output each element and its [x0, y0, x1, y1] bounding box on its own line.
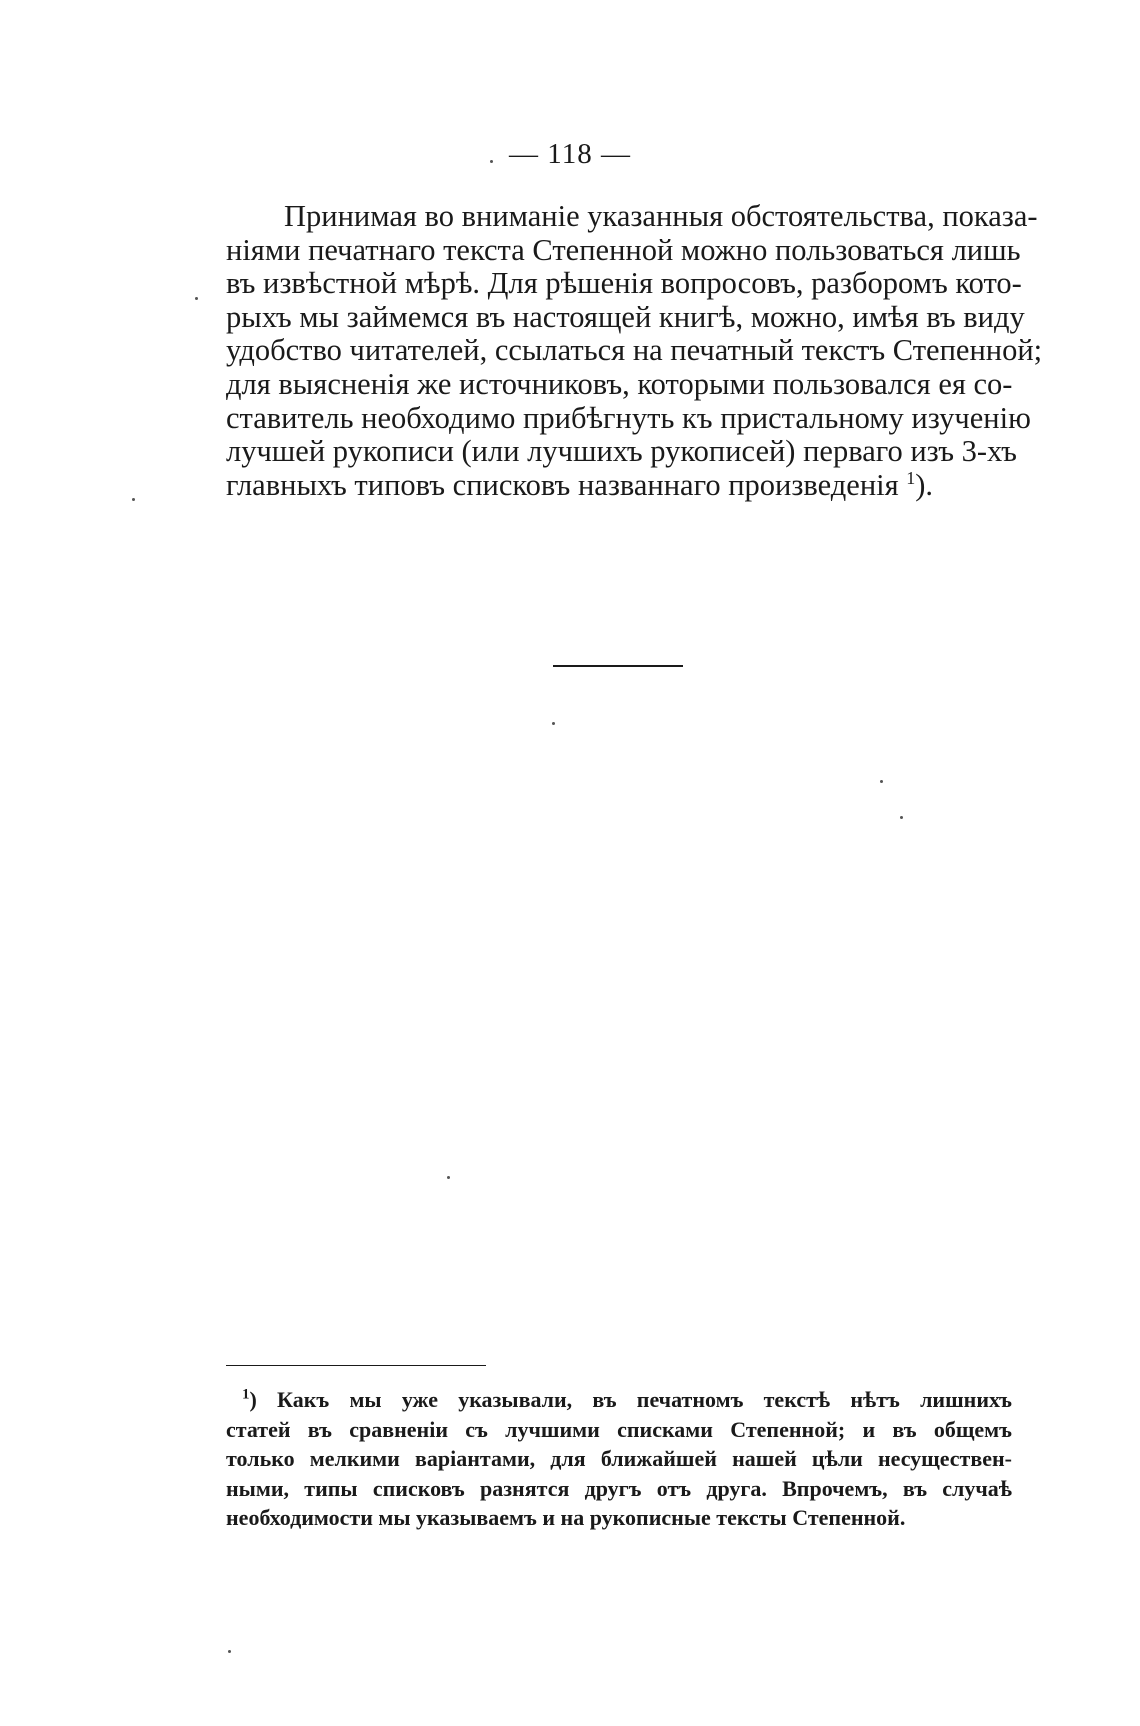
footnote-marker: 1: [242, 1386, 250, 1403]
footnote-line: только мелкими варіантами, для ближайшей нашей цѣли несуществен-: [226, 1446, 1012, 1471]
section-divider: [553, 665, 683, 667]
paragraph-line: лучшей рукописи (или лучшихъ рукописей) перваго изъ 3-хъ: [226, 434, 1017, 469]
footnote-line: ными, типы списковъ разнятся другъ отъ друга. Впрочемъ, въ случаѣ: [226, 1475, 1012, 1501]
scan-speck: [490, 160, 493, 163]
paragraph-closing: ).: [915, 467, 934, 502]
footnote-line: необходимости мы указываемъ и на рукописные тексты Степенной.: [226, 1505, 906, 1530]
footnote-line-text: ) Какъ мы уже указывали, въ печатномъ текстѣ нѣтъ лишнихъ: [249, 1387, 1012, 1412]
footnote: [226, 1385, 1012, 1533]
paragraph-line: ніями печатнаго текста Степенной можно пользоваться лишь: [226, 232, 1021, 267]
paragraph-line-text: главныхъ типовъ списковъ названнаго произведенія: [226, 467, 899, 502]
scan-speck: [228, 1650, 231, 1653]
main-paragraph: [226, 199, 1043, 502]
scan-speck: [132, 498, 135, 501]
footnote-divider: [226, 1365, 486, 1366]
paragraph-line: Принимая во вниманіе указанныя обстоятельства, показа-: [284, 199, 1038, 233]
paragraph-line: удобство читателей, ссылаться на печатный текстъ Степенной;: [226, 333, 1043, 368]
scan-speck: [447, 1176, 450, 1179]
scan-speck: [552, 722, 555, 725]
page-number: — 118 —: [509, 138, 631, 170]
scan-speck: [195, 297, 198, 300]
paragraph-line: для выясненія же источниковъ, которыми пользовался ея со-: [226, 366, 1013, 401]
paragraph-last-line: [226, 469, 1012, 503]
paragraph-line: ставитель необходимо прибѣгнуть къ пристальному изученію: [226, 400, 1031, 435]
footnote-reference[interactable]: 1: [906, 467, 916, 488]
paragraph-line: въ извѣстной мѣрѣ. Для рѣшенія вопросовъ, разборомъ кото-: [226, 266, 1022, 301]
scan-speck: [900, 816, 903, 819]
footnote-line: статей въ сравненіи съ лучшими списками Степенной; и въ общемъ: [226, 1416, 1012, 1442]
footnote-first-line: [226, 1385, 1012, 1415]
paragraph-line: рыхъ мы займемся въ настоящей книгѣ, можно, имѣя въ виду: [226, 299, 1025, 334]
scan-speck: [880, 780, 883, 783]
